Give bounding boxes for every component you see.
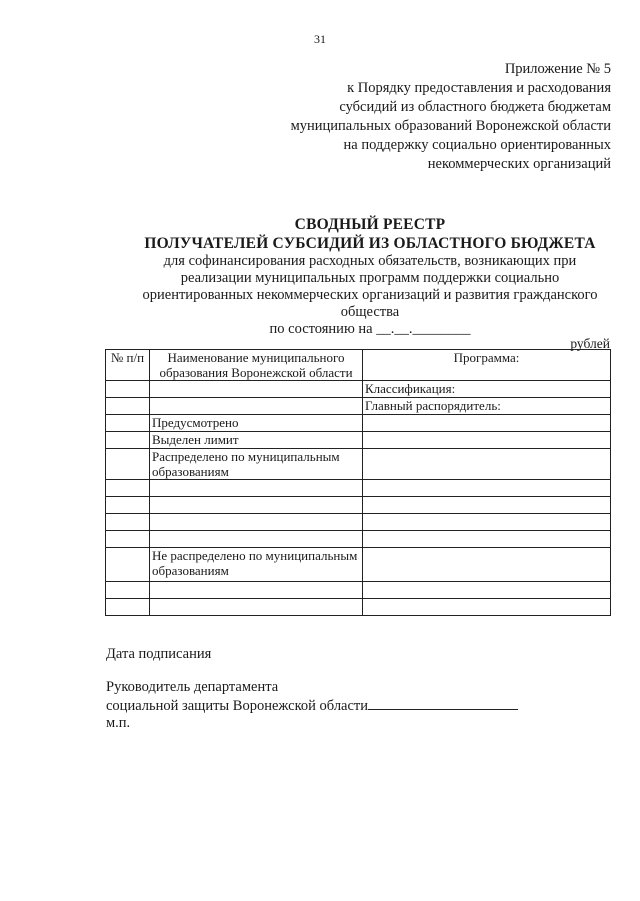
table-row [106,381,611,398]
table-cell [106,582,150,599]
document-subtitle: ПОЛУЧАТЕЛЕЙ СУБСИДИЙ ИЗ ОБЛАСТНОГО БЮДЖЕТА [144,235,596,252]
title-description-line: реализации муниципальных программ поддержки социально [180,270,560,286]
table-cell [150,582,363,599]
table-cell [150,497,363,514]
table-cell [150,514,363,531]
head-title-line1: Руководитель департамента [106,679,279,695]
table-cell [363,514,611,531]
appendix-line: субсидий из областного бюджета бюджетам [339,99,611,115]
table-cell [106,548,150,582]
classification-label: Классификация: [363,381,611,398]
as-of-date: по состоянию на __.__.________ [269,321,471,337]
table-cell [106,381,150,398]
appendix-line: к Порядку предоставления и расходования [347,80,611,96]
table-row [106,432,611,449]
appendix-line: на поддержку социально ориентированных [343,137,611,153]
table-cell [363,432,611,449]
header-program: Программа: [363,350,611,381]
provided-label: Предусмотрено [150,415,363,432]
table-cell [363,548,611,582]
table-cell [106,514,150,531]
signing-date-label: Дата подписания [106,646,212,662]
table-cell [106,432,150,449]
table-cell [106,497,150,514]
table-row [106,548,611,582]
table-cell [363,599,611,616]
title-description-line: для софинансирования расходных обязательств, возникающих при [163,253,577,269]
table-cell [106,531,150,548]
table-header-row [106,350,611,381]
table-cell [150,381,363,398]
head-signature-row [106,697,518,715]
table-row [106,531,611,548]
table-cell [363,480,611,497]
document-title-block [0,215,640,338]
document-title: СВОДНЫЙ РЕЕСТР [294,216,446,233]
table-cell [150,599,363,616]
table-row [106,514,611,531]
table-cell [150,398,363,415]
appendix-line: муниципальных образований Воронежской области [290,118,611,134]
not-distributed-label: Не распределено по муниципальным образованиям [150,548,363,582]
table-cell [363,497,611,514]
table-row [106,497,611,514]
appendix-header [291,60,611,174]
title-description-line: ориентированных некоммерческих организаций и развития гражданского [142,287,598,303]
table-cell [106,599,150,616]
table-cell [106,415,150,432]
table-cell [106,480,150,497]
title-description-line: общества [340,304,400,320]
table-cell [363,582,611,599]
table-cell [363,449,611,480]
limit-label: Выделен лимит [150,432,363,449]
table-cell [106,398,150,415]
header-municipality: Наименование муниципального образования Воронежской области [150,350,363,381]
distributed-label: Распределено по муниципальным образованиям [150,449,363,480]
head-title-line2: социальной защиты Воронежской области [106,698,369,714]
stamp-label: м.п. [106,715,131,731]
table-row [106,398,611,415]
signature-line [368,697,518,710]
appendix-line: Приложение № 5 [504,61,611,77]
table-cell [106,449,150,480]
header-number: № п/п [106,350,150,381]
table-cell [363,415,611,432]
appendix-line: некоммерческих организаций [427,156,611,172]
table-cell [150,480,363,497]
currency-unit: рублей [570,336,610,351]
table-cell [363,531,611,548]
registry-table [105,349,611,616]
table-row [106,415,611,432]
table-row [106,599,611,616]
table-row [106,480,611,497]
table-cell [150,531,363,548]
table-row [106,582,611,599]
chief-manager-label: Главный распорядитель: [363,398,611,415]
table-row [106,449,611,480]
page-number: 31 [314,32,326,46]
